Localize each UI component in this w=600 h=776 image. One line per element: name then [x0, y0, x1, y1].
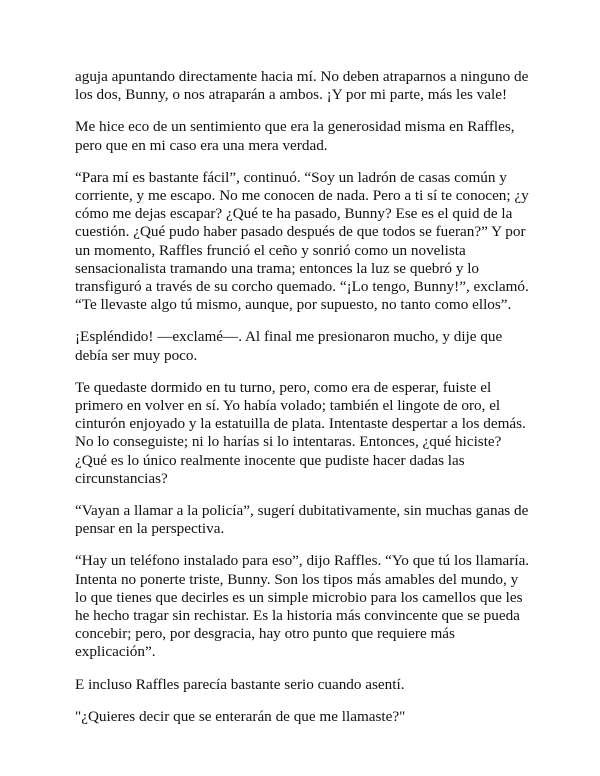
paragraph-5: Te quedaste dormido en tu turno, pero, como era de esperar, fuiste el primero en volver en sí. Yo había volado; también el lingote de oro, el cinturón enjoyado y la estatuilla de plata. Intentaste despertar a los demás. No lo conseguiste; ni lo harías si lo intentaras. Entonces, ¿qué hiciste? ¿Qué es lo único realmente inocente que pudiste hacer dadas las circunstancias? [75, 378, 526, 487]
paragraph-2: Me hice eco de un sentimiento que era la generosidad misma en Raffles, pero que en mi caso era una mera verdad. [75, 118, 515, 154]
paragraph-4: ¡Espléndido! —exclamé—. Al final me presionaron mucho, y dije que debía ser muy poco. [75, 328, 503, 364]
paragraph-3: “Para mí es bastante fácil”, continuó. “Soy un ladrón de casas común y corriente, y me escapo. No me conocen de nada. Pero a ti sí te conocen; ¿y cómo me dejas escapar? ¿Qué te ha pasado, Bunny? Ese es el quid de la cuestión. ¿Qué pudo haber pasado después de que todos se fueran?” Y por un momento, Raffles frunció el ceño y sonrió como un novelista sensacionalista tramando una trama; entonces la luz se quebró y lo transfiguró a través de su corcho quemado. “¡Lo tengo, Bunny!”, exclamó. “Te llevaste algo tú mismo, aunque, por supuesto, no tanto como ellos”. [75, 168, 529, 314]
paragraph-9: "¿Quieres decir que se enterarán de que me llamaste?" [75, 707, 406, 725]
paragraph-8: E incluso Raffles parecía bastante serio cuando asentí. [75, 675, 405, 693]
paragraph-7: “Hay un teléfono instalado para eso”, dijo Raffles. “Yo que tú los llamaría. Intenta no ponerte triste, Bunny. Son los tipos más amables del mundo, y lo que tienes que decirles es un simple microbio para los camellos que les he hecho tragar sin rechistar. Es la historia más convincente que se pueda concebir; pero, por desgracia, hay otro punto que requiere más explicación”. [75, 552, 530, 661]
document-page [75, 68, 530, 740]
paragraph-6: “Vayan a llamar a la policía”, sugerí dubitativamente, sin muchas ganas de pensar en la perspectiva. [75, 502, 529, 538]
paragraph-1: aguja apuntando directamente hacia mí. No deben atraparnos a ninguno de los dos, Bunny, o nos atraparán a ambos. ¡Y por mi parte, más les vale! [75, 68, 529, 104]
